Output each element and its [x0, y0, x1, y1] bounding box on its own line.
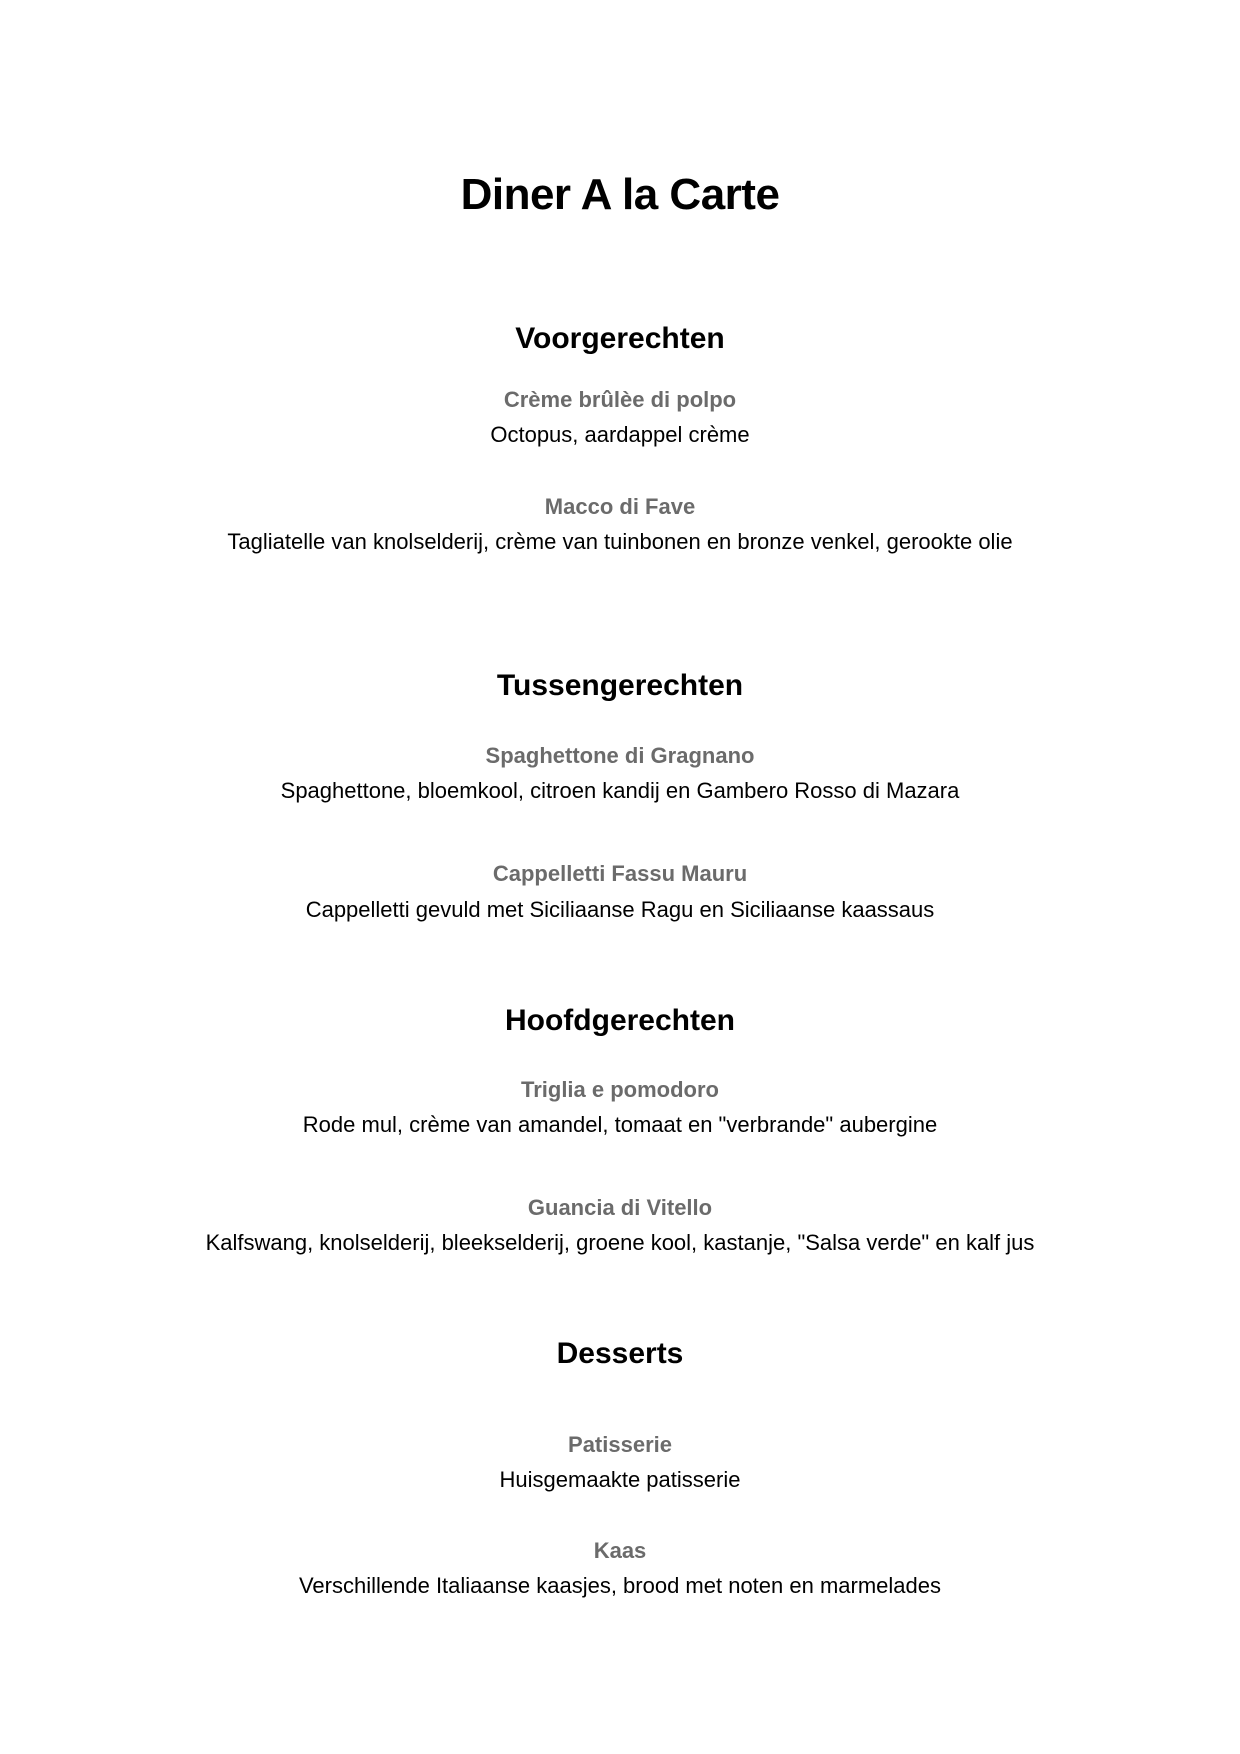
- section-heading-desserts: Desserts: [556, 1337, 684, 1370]
- dish-name: Kaas: [593, 1538, 647, 1563]
- dish-description: Cappelletti gevuld met Siciliaanse Ragu en Siciliaanse kaassaus: [305, 897, 935, 922]
- dish-description: Kalfswang, knolselderij, bleekselderij, groene kool, kastanje, "Salsa verde" en kalf jus: [205, 1230, 1035, 1255]
- dish-name: Macco di Fave: [544, 494, 696, 519]
- section-heading-voorgerechten: Voorgerechten: [515, 322, 725, 355]
- dish-name: Spaghettone di Gragnano: [485, 743, 755, 768]
- page-title: Diner A la Carte: [460, 170, 780, 219]
- dish-description: Spaghettone, bloemkool, citroen kandij en Gambero Rosso di Mazara: [280, 778, 960, 803]
- dish-description: Rode mul, crème van amandel, tomaat en "verbrande" aubergine: [302, 1112, 938, 1137]
- dish-description: Huisgemaakte patisserie: [499, 1467, 741, 1492]
- dish-name: Triglia e pomodoro: [520, 1077, 719, 1102]
- dish-name: Crème brûlèe di polpo: [503, 387, 737, 412]
- section-heading-tussengerechten: Tussengerechten: [496, 669, 744, 702]
- dish-description: Tagliatelle van knolselderij, crème van tuinbonen en bronze venkel, gerookte olie: [227, 529, 1013, 554]
- dish-name: Guancia di Vitello: [527, 1195, 713, 1220]
- dish-name: Cappelletti Fassu Mauru: [492, 861, 748, 886]
- dish-description: Verschillende Italiaanse kaasjes, brood met noten en marmelades: [298, 1573, 942, 1598]
- section-heading-hoofdgerechten: Hoofdgerechten: [504, 1004, 735, 1037]
- dish-name: Patisserie: [568, 1432, 672, 1457]
- dish-description: Octopus, aardappel crème: [490, 422, 750, 447]
